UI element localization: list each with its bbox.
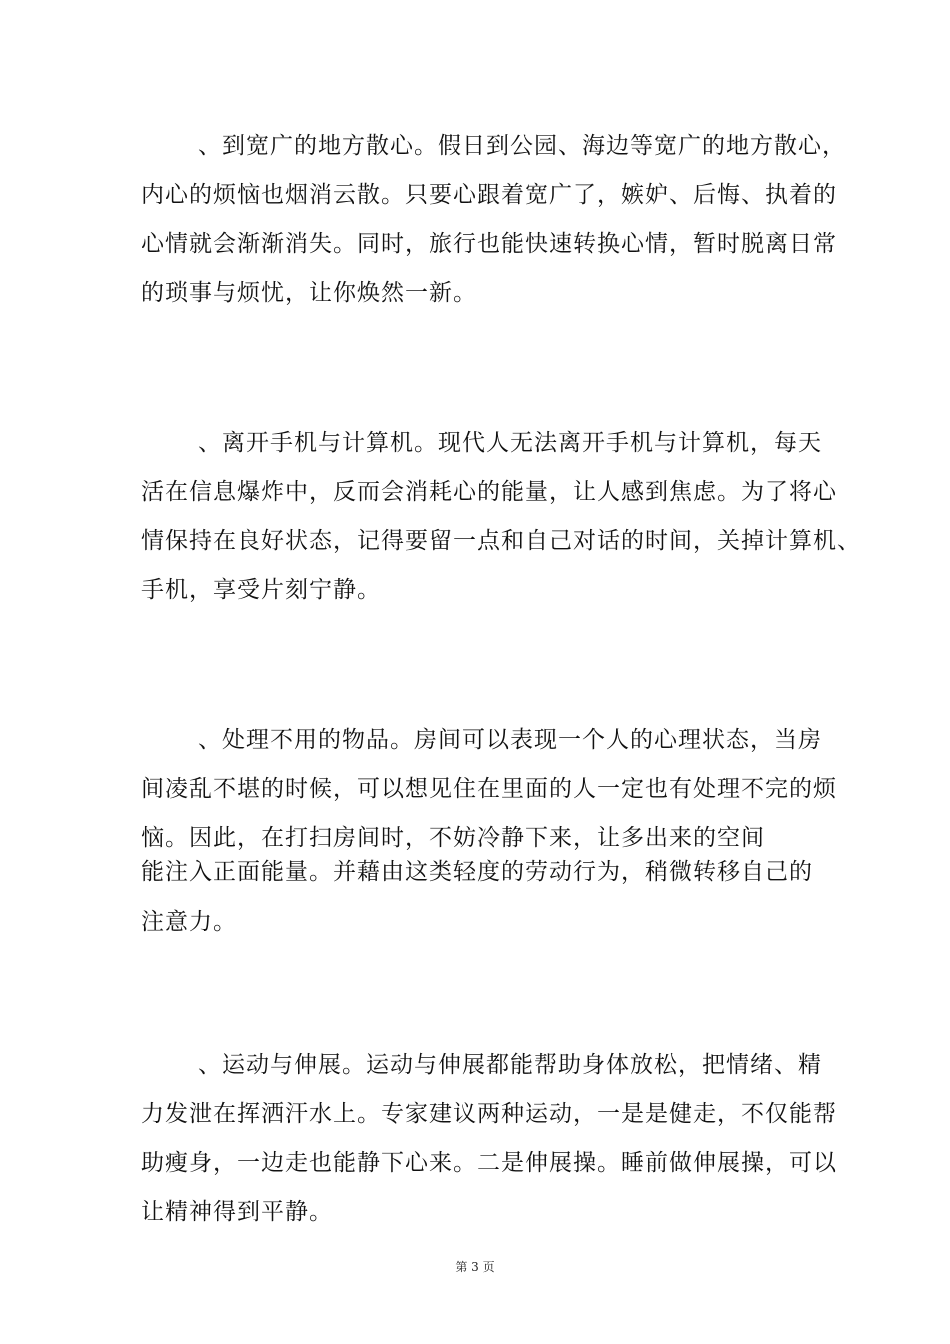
paragraph-3-line-1: 、处理不用的物品。房间可以表现一个人的心理状态，当房 — [198, 727, 822, 753]
paragraph-2-line-4: 手机，享受片刻宁静。 — [141, 577, 381, 603]
page-number: 第 3 页 — [455, 1260, 495, 1274]
paragraph-2-line-3: 情保持在良好状态，记得要留一点和自己对话的时间，关掉计算机、 — [141, 528, 861, 554]
paragraph-4-line-2: 力发泄在挥洒汗水上。专家建议两种运动，一是是健走，不仅能帮 — [141, 1101, 837, 1127]
paragraph-3-line-4: 能注入正面能量。并藉由这类轻度的劳动行为，稍微转移自己的 — [141, 859, 813, 885]
paragraph-3-line-5: 注意力。 — [141, 909, 237, 935]
paragraph-1-line-1: 、到宽广的地方散心。假日到公园、海边等宽广的地方散心， — [198, 133, 846, 159]
paragraph-4-line-4: 让精神得到平静。 — [141, 1199, 333, 1225]
paragraph-1-line-2: 内心的烦恼也烟消云散。只要心跟着宽广了，嫉妒、后悔、执着的 — [141, 182, 837, 208]
paragraph-4-line-1: 、运动与伸展。运动与伸展都能帮助身体放松，把情绪、精 — [198, 1052, 822, 1078]
paragraph-1-line-3: 心情就会渐渐消失。同时，旅行也能快速转换心情，暂时脱离日常 — [141, 231, 837, 257]
paragraph-3-line-2: 间凌乱不堪的时候，可以想见住在里面的人一定也有处理不完的烦 — [141, 776, 837, 802]
paragraph-4-line-3: 助瘦身，一边走也能静下心来。二是伸展操。睡前做伸展操，可以 — [141, 1150, 837, 1176]
paragraph-2-line-2: 活在信息爆炸中，反而会消耗心的能量，让人感到焦虑。为了将心 — [141, 479, 837, 505]
paragraph-1-line-4: 的琐事与烦忧，让你焕然一新。 — [141, 280, 477, 306]
paragraph-3-line-3: 恼。因此，在打扫房间时，不妨冷静下来，让多出来的空间 — [141, 825, 765, 851]
paragraph-2-line-1: 、离开手机与计算机。现代人无法离开手机与计算机，每天 — [198, 430, 822, 456]
